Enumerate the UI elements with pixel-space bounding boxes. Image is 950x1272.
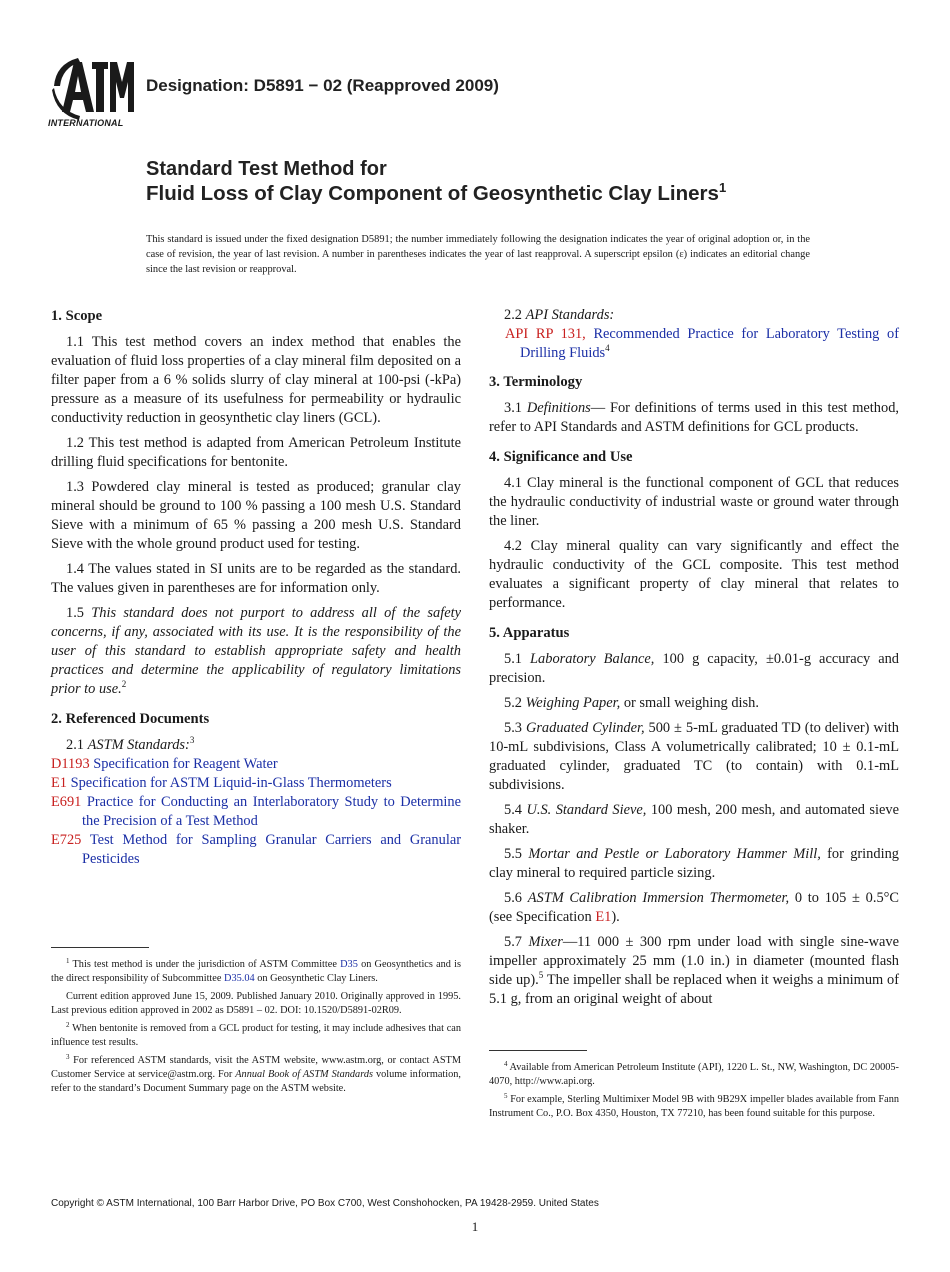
reference-code[interactable]: D1193 bbox=[51, 756, 90, 772]
paragraph-number: 1.5 bbox=[66, 605, 84, 621]
paragraph-5-3 bbox=[489, 719, 899, 795]
paragraph-3-1 bbox=[489, 399, 899, 437]
definitions-label: Definitions bbox=[526, 400, 591, 416]
section-3-heading: 3. Terminology bbox=[489, 374, 583, 390]
logo-text: INTERNATIONAL bbox=[48, 118, 124, 128]
copyright-notice: Copyright © ASTM International, 100 Barr Harbor Drive, PO Box C700, West Conshohocken, PA 19428-2959. United States bbox=[51, 1198, 599, 1209]
reference-api-rp-131[interactable] bbox=[489, 325, 899, 363]
title-line-1: Standard Test Method for bbox=[146, 158, 387, 180]
paragraph-text: 100 g capacity, ±0.01-g accuracy and precision. bbox=[489, 651, 899, 686]
footnote-divider-left bbox=[51, 947, 149, 948]
paragraph-number: 5.7 bbox=[504, 934, 522, 950]
paragraph-number: 5.4 bbox=[504, 802, 522, 818]
reference-title[interactable]: Specification for ASTM Liquid-in-Glass Thermometers bbox=[70, 775, 392, 791]
paragraph-1-4: 1.4 The values stated in SI units are to be regarded as the standard. The values given in parentheses are for information only. bbox=[51, 561, 461, 596]
paragraph-1-1: 1.1 This test method covers an index method that enables the evaluation of fluid loss properties of a clay mineral film deposited on a filter paper from a 6 % solids slurry of clay mineral at 100-psi (-kPa) pressure as a measure of its usefulness for permeability or hydraulic conductivity reduction in geosynthetic clay liners (GCL). bbox=[51, 334, 461, 426]
section-4-heading: 4. Significance and Use bbox=[489, 449, 633, 465]
paragraph-5-4 bbox=[489, 801, 899, 839]
item-label: Mixer bbox=[528, 934, 563, 950]
paragraph-1-5 bbox=[51, 604, 461, 699]
footnote-text: When bentonite is removed from a GCL product for testing, it may include adhesives that can influence test results. bbox=[51, 1023, 462, 1048]
footnote-marker: 2 bbox=[121, 679, 127, 689]
paragraph-text: 0 to 105 ± 0.5°C (see Specification bbox=[489, 890, 899, 925]
reference-code[interactable]: API RP 131, bbox=[505, 326, 586, 342]
section-1-heading: 1. Scope bbox=[51, 308, 103, 324]
preamble: This standard is issued under the fixed designation D5891; the number immediately following the designation indicates the year of original adoption or, in the case of revision, the year of last revision. A number in parentheses indicates the year of last reapproval. A superscript epsilon (ε) indicates an editorial change since the last revision or reapproval. bbox=[146, 234, 810, 275]
reference-title[interactable]: Test Method for Sampling Granular Carriers and Granular Pesticides bbox=[82, 832, 462, 867]
title-line-2 bbox=[146, 181, 906, 207]
footnote-italic: Annual Book of ASTM Standards bbox=[235, 1069, 373, 1080]
paragraph-text: 100 mesh, 200 mesh, and automated sieve shaker. bbox=[489, 802, 899, 837]
reference-code[interactable]: E691 bbox=[51, 794, 82, 810]
paragraph-number: 3.1 bbox=[504, 400, 522, 416]
footnote-mark: 2 bbox=[66, 1021, 70, 1029]
paragraph-text: —11 000 ± 300 rpm under load with single sine-wave impeller approximately 25 mm (1.0 in.) in diameter (mounted flash side up). bbox=[489, 934, 899, 988]
paragraph-number: 5.1 bbox=[504, 651, 522, 667]
footnote-text: on Geosynthetic Clay Liners. bbox=[257, 973, 378, 984]
footnote-marker: 4 bbox=[605, 343, 610, 353]
paragraph-number: 5.3 bbox=[504, 720, 522, 736]
reference-e1[interactable] bbox=[51, 774, 461, 793]
footnote-text: For referenced ASTM standards, visit the ASTM website, www.astm.org, or contact ASTM Customer Service at service@astm.org. For bbox=[51, 1055, 462, 1080]
footnote-text: volume information, refer to the standard’s Document Summary page on the ASTM website. bbox=[51, 1069, 461, 1094]
reference-title[interactable]: Practice for Conducting an Interlaboratory Study to Determine the Precision of a Test Method bbox=[82, 794, 461, 829]
item-label: Mortar and Pestle or Laboratory Hammer Mill, bbox=[528, 846, 821, 862]
item-label: Laboratory Balance, bbox=[530, 651, 655, 667]
left-footnotes bbox=[51, 958, 461, 1100]
reference-code[interactable]: E1 bbox=[51, 775, 67, 791]
document-title bbox=[146, 158, 906, 207]
item-label: ASTM Calibration Immersion Thermometer, bbox=[527, 890, 790, 906]
paragraph-number: 2.1 bbox=[66, 737, 84, 753]
astm-standards-label: ASTM Standards: bbox=[87, 737, 190, 753]
title-text: Fluid Loss of Clay Component of Geosynthetic Clay Liners bbox=[146, 182, 719, 205]
footnote-mark: 3 bbox=[66, 1053, 70, 1061]
reference-title[interactable]: Recommended Practice for Laboratory Testing of Drilling Fluids bbox=[520, 326, 899, 361]
item-label: Weighing Paper, bbox=[525, 695, 621, 711]
paragraph-5-2 bbox=[489, 694, 899, 713]
safety-caveat: This standard does not purport to address all of the safety concerns, if any, associated with its use. It is the responsibility of the user of this standard to establish appropriate safety and health practices and determine the applicability of regulatory limitations prior to use. bbox=[51, 605, 461, 697]
paragraph-text: or small weighing dish. bbox=[623, 695, 759, 711]
api-standards-label: API Standards: bbox=[525, 307, 615, 323]
page-number: 1 bbox=[471, 1219, 479, 1234]
paragraph-5-5 bbox=[489, 845, 899, 883]
section-2-heading: 2. Referenced Documents bbox=[51, 711, 210, 727]
paragraph-2-1 bbox=[51, 736, 461, 755]
reference-code[interactable]: E725 bbox=[51, 832, 82, 848]
paragraph-4-2: 4.2 Clay mineral quality can vary significantly and effect the hydraulic conductivity of the GCL composite. This test method evaluates a significant property of clay mineral that relates to performance. bbox=[489, 538, 899, 611]
reference-title[interactable]: Specification for Reagent Water bbox=[93, 756, 278, 772]
subcommittee-link-d35-04[interactable]: D35.04 bbox=[224, 973, 255, 984]
paragraph-4-1: 4.1 Clay mineral is the functional component of GCL that reduces the hydraulic conductivity of industrial waste or ground water through the liner. bbox=[489, 475, 899, 529]
paragraph-text: The impeller shall be replaced when it weighs a minimum of 5.1 g, from an original weight of about bbox=[489, 972, 900, 1007]
item-label: Graduated Cylinder, bbox=[525, 720, 645, 736]
footnote-text: on Geosynthetics and is the direct responsibility of Subcommittee bbox=[51, 959, 462, 984]
paragraph-text: for grinding clay mineral to required particle sizing. bbox=[489, 846, 899, 881]
paragraph-1-3: 1.3 Powdered clay mineral is tested as produced; granular clay mineral should be ground to 100 % passing a 100 mesh U.S. Standard Sieve with a minimum of 65 % passing a 200 mesh U.S. Standard Sieve with the whole ground product used for testing. bbox=[51, 479, 461, 552]
footnote-marker: 3 bbox=[189, 735, 195, 745]
reference-link-e1[interactable]: E1 bbox=[595, 909, 612, 925]
paragraph-5-6 bbox=[489, 889, 899, 927]
section-5-heading: 5. Apparatus bbox=[489, 625, 570, 641]
paragraph-number: 2.2 bbox=[504, 307, 522, 323]
paragraph-number: 5.5 bbox=[504, 846, 522, 862]
reference-d1193[interactable] bbox=[51, 755, 461, 774]
paragraph-number: 5.6 bbox=[504, 890, 522, 906]
item-label: U.S. Standard Sieve, bbox=[526, 802, 647, 818]
left-column bbox=[51, 306, 461, 869]
designation: Designation: D5891 − 02 (Reapproved 2009) bbox=[146, 76, 499, 95]
footnote-mark: 5 bbox=[504, 1092, 508, 1100]
paragraph-text: 500 ± 5-mL graduated TD (to deliver) with 10-mL subdivisions, Class A volumetrically calibrated; 10 ± 0.1-mL graduated cylinder, graduated TC (to contain) with 0.1-mL subdivisions. bbox=[489, 720, 899, 793]
footnote-text: For example, Sterling Multimixer Model 9B with 9B29X impeller blades available from Fann Instrument Co., P.O. Box 4350, Houston, TX 77210, has been found suitable for this purpose. bbox=[489, 1094, 899, 1119]
right-footnotes bbox=[489, 1061, 899, 1125]
footnote-5 bbox=[489, 1093, 899, 1121]
title-footnote-marker: 1 bbox=[718, 180, 727, 195]
right-column bbox=[489, 306, 899, 1015]
footnote-text: This test method is under the jurisdiction of ASTM Committee bbox=[72, 959, 337, 970]
footnote-1-edition: Current edition approved June 15, 2009. Published January 2010. Originally approved in 1995. Last previous edition approved in 2002 as D5891 – 02. DOI: 10.1520/D5891-02R09. bbox=[51, 991, 461, 1016]
paragraph-2-2 bbox=[489, 306, 899, 325]
astm-logo bbox=[48, 56, 136, 132]
paragraph-text: ). bbox=[611, 909, 620, 925]
footnote-marker: 5 bbox=[538, 970, 544, 980]
footnote-mark: 4 bbox=[504, 1060, 508, 1068]
footnote-2 bbox=[51, 1022, 461, 1050]
paragraph-number: 5.2 bbox=[504, 695, 522, 711]
committee-link-d35[interactable]: D35 bbox=[340, 959, 358, 970]
footnote-divider-right bbox=[489, 1050, 587, 1051]
reference-e691[interactable] bbox=[51, 793, 461, 831]
paragraph-5-1 bbox=[489, 650, 899, 688]
footnote-mark: 1 bbox=[66, 957, 70, 965]
footnote-text: Available from American Petroleum Institute (API), 1220 L. St., NW, Washington, DC 20005-4070, http://www.api.org. bbox=[489, 1062, 899, 1087]
footnote-1 bbox=[51, 958, 461, 986]
paragraph-text: — For definitions of terms used in this test method, refer to API Standards and ASTM definitions for GCL products. bbox=[489, 400, 899, 435]
footnote-4 bbox=[489, 1061, 899, 1089]
paragraph-5-7 bbox=[489, 933, 899, 1009]
footnote-3 bbox=[51, 1054, 461, 1096]
reference-e725[interactable] bbox=[51, 831, 461, 869]
paragraph-1-2: 1.2 This test method is adapted from American Petroleum Institute drilling fluid specifications for bentonite. bbox=[51, 435, 461, 470]
